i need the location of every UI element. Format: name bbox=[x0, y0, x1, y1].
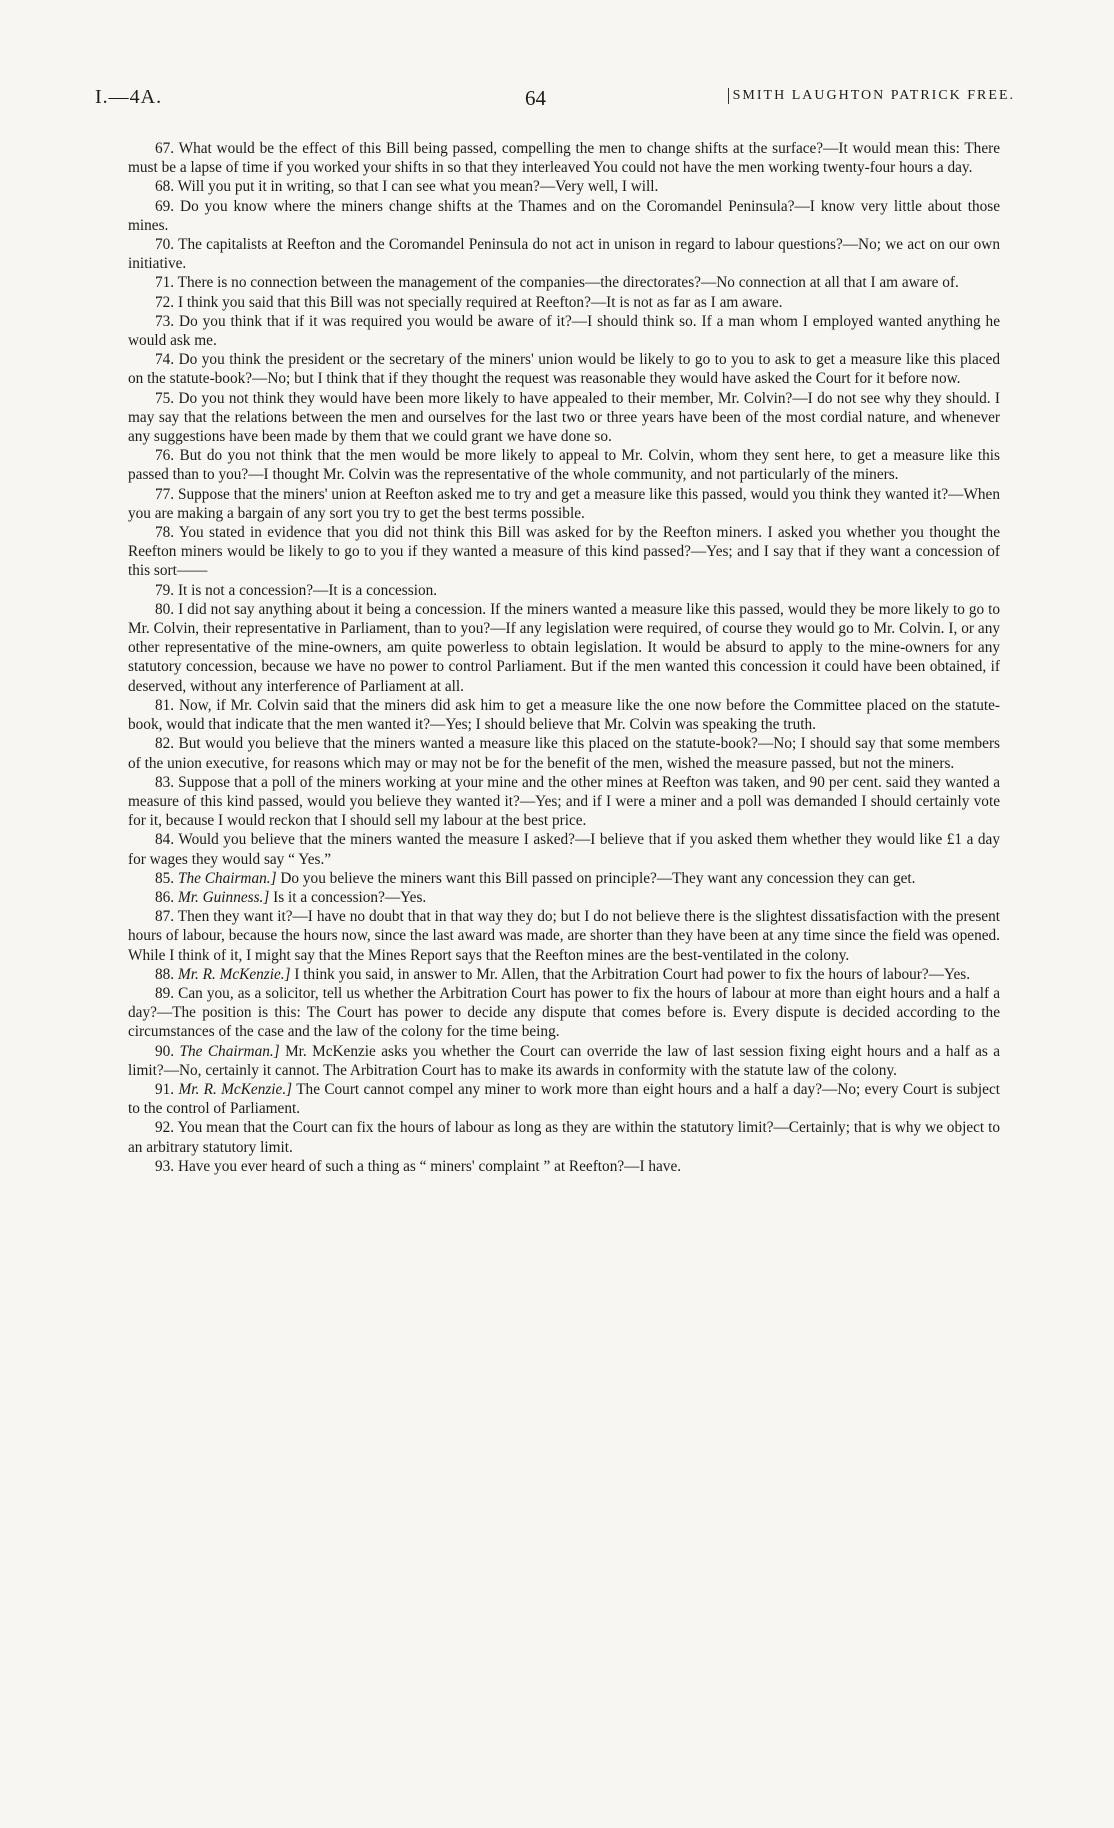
paragraph-71: 71. There is no connection between the management of the companies—the directorates?—No connection at all that I am aware of. bbox=[155, 274, 959, 292]
paragraph-88 bbox=[128, 965, 1000, 984]
paragraph-text: I think you said, in answer to Mr. Allen, that the Arbitration Court had power to fix the hours of labour?—Yes. bbox=[294, 965, 971, 983]
paragraph-67: 67. What would be the effect of this Bill being passed, compelling the men to change shifts at the surface?—It would mean this: There must be a lapse of time if you worked your shifts in so that they interleaved You could not have the men working twenty-four hours a day. bbox=[128, 140, 1000, 177]
paragraph-85 bbox=[128, 869, 1000, 888]
testimony-body bbox=[128, 139, 1000, 1176]
paragraph-77: 77. Suppose that the miners' union at Reefton asked me to try and get a measure like this passed, would you think they wanted it?—When you are making a bargain of any sort you try to get the best terms possible. bbox=[128, 485, 1000, 522]
paragraph-86 bbox=[128, 888, 1000, 907]
paragraph-number: 86. bbox=[155, 888, 175, 906]
speaker-label: Mr. R. McKenzie.] bbox=[177, 965, 291, 983]
paragraph-90 bbox=[128, 1042, 1000, 1080]
paragraph-93: 93. Have you ever heard of such a thing as “ miners' complaint ” at Reefton?—I have. bbox=[155, 1157, 682, 1175]
paragraph-number: 88. bbox=[155, 965, 175, 983]
page-number: 64 bbox=[525, 86, 546, 110]
paragraph-79: 79. It is not a concession?—It is a concession. bbox=[155, 581, 438, 599]
paragraph-number: 90. bbox=[155, 1042, 175, 1060]
paragraph-89: 89. Can you, as a solicitor, tell us whether the Arbitration Court has power to fix the hours of labour at more than eight hours and a half a day?—The position is this: The Court has power to decide any dispute that comes before is. Every dispute is decided according to the circumstances of the case and the law of the colony for the time being. bbox=[128, 984, 1000, 1041]
paragraph-75: 75. Do you not think they would have been more likely to have appealed to their member, Mr. Colvin?—I do not see why they should. I may say that the relations between the men and ourselves for the last two or three years have been of the most cordial nature, and whenever any suggestions have been made by them that we could grant we have done so. bbox=[128, 389, 1000, 446]
paragraph-92: 92. You mean that the Court can fix the hours of labour as long as they are within the statutory limit?—Certainly; that is why we object to an arbitrary statutory limit. bbox=[128, 1119, 1000, 1156]
paragraph-87: 87. Then they want it?—I have no doubt that in that way they do; but I do not believe there is the slightest dissatisfaction with the present hours of labour, because the hours now, since the last award was made, are shorter than they have been at any time since the field was opened. While I think of it, I might say that the Mines Report says that the Reefton mines are the best-ventilated in the colony. bbox=[128, 908, 1000, 964]
paragraph-74: 74. Do you think the president or the secretary of the miners' union would be likely to go to you to ask to get a measure like this placed on the statute-book?—No; but I think that if they thought the request was reasonable they would have asked the Court for it before now. bbox=[128, 351, 1000, 388]
paragraph-number: 91. bbox=[155, 1080, 175, 1098]
paragraph-82: 82. But would you believe that the miners wanted a measure like this placed on the statute-book?—No; I should say that some members of the union executive, for reasons which may or may not be for the benefit of the men, wished the measure passed, but not the miners. bbox=[128, 735, 1000, 772]
paragraph-text: The Court cannot compel any miner to work more than eight hours and a half a day?—No; every Court is subject to the control of Parliament. bbox=[128, 1080, 1000, 1118]
speaker-label: The Chairman.] bbox=[179, 1042, 280, 1060]
paragraph-text: Do you believe the miners want this Bill passed on principle?—They want any concession they can get. bbox=[280, 869, 916, 887]
paragraph-text: Is it a concession?—Yes. bbox=[273, 888, 427, 906]
paragraph-number: 85. bbox=[155, 869, 175, 887]
paragraph-78: 78. You stated in evidence that you did not think this Bill was asked for by the Reefton miners. I asked you whether you thought the Reefton miners would be likely to go to you if they wanted a measure of this kind passed?—Yes; and I say that if they want a concession of this sort—— bbox=[128, 524, 1000, 580]
paragraph-73: 73. Do you think that if it was required you would be aware of it?—I should think so. If a man whom I employed wanted anything he would ask me. bbox=[128, 312, 1000, 350]
speaker-label: Mr. R. McKenzie.] bbox=[178, 1080, 293, 1098]
series-reference: I.—4A. bbox=[95, 86, 163, 108]
witness-names: SMITH LAUGHTON PATRICK FREE. bbox=[728, 88, 1015, 104]
paragraph-81: 81. Now, if Mr. Colvin said that the miners did ask him to get a measure like the one now before the Committee placed on the statute-book, would that indicate that the men wanted it?—Yes; I should believe that Mr. Colvin was speaking the truth. bbox=[128, 696, 1000, 734]
paragraph-68: 68. Will you put it in writing, so that I can see what you mean?—Very well, I will. bbox=[155, 178, 659, 196]
paragraph-76: 76. But do you not think that the men would be more likely to appeal to Mr. Colvin, whom they sent here, to get a measure like this passed than to you?—I thought Mr. Colvin was the representative of the whole community, and not particularly of the miners. bbox=[128, 447, 1000, 484]
paragraph-83: 83. Suppose that a poll of the miners working at your mine and the other mines at Reefton was taken, and 90 per cent. said they wanted a measure of this kind passed, would you believe they wanted it?—Yes; and if I were a miner and a poll was demanded I should certainly vote for it, because I would reckon that I should sell my labour at the best price. bbox=[128, 773, 1000, 830]
paragraph-text: Mr. McKenzie asks you whether the Court can override the law of last session fixing eight hours and a half as a limit?—No, certainly it cannot. The Arbitration Court has to make its awards in conformity with the statute law of the colony. bbox=[128, 1042, 1001, 1079]
speaker-label: The Chairman.] bbox=[177, 869, 277, 887]
page-header bbox=[95, 86, 1015, 116]
paragraph-70: 70. The capitalists at Reefton and the Coromandel Peninsula do not act in unison in regard to labour questions?—No; we act on our own initiative. bbox=[128, 236, 1000, 273]
paragraph-80: 80. I did not say anything about it being a concession. If the miners wanted a measure like this passed, would they be more likely to go to Mr. Colvin, their representative in Parliament, than to you?—If any legislation were required, of course they would go to Mr. Colvin. I, or any other representative of the mine-owners, am quite powerless to obtain legislation. It would be absurd to apply to the mine-owners for any statutory concession, because we have no power to control Parliament. But if the men wanted this concession it could have been obtained, if deserved, without any interference of Parliament at all. bbox=[128, 600, 1000, 695]
speaker-label: Mr. Guinness.] bbox=[177, 888, 270, 906]
paragraph-69: 69. Do you know where the miners change shifts at the Thames and on the Coromandel Peninsula?—I know very little about those mines. bbox=[128, 197, 1000, 234]
paragraph-84: 84. Would you believe that the miners wanted the measure I asked?—I believe that if you asked them whether they would like £1 a day for wages they would say “ Yes.” bbox=[128, 831, 1000, 868]
paragraph-72: 72. I think you said that this Bill was not specially required at Reefton?—It is not as far as I am aware. bbox=[155, 293, 783, 311]
paragraph-91 bbox=[128, 1080, 1000, 1118]
